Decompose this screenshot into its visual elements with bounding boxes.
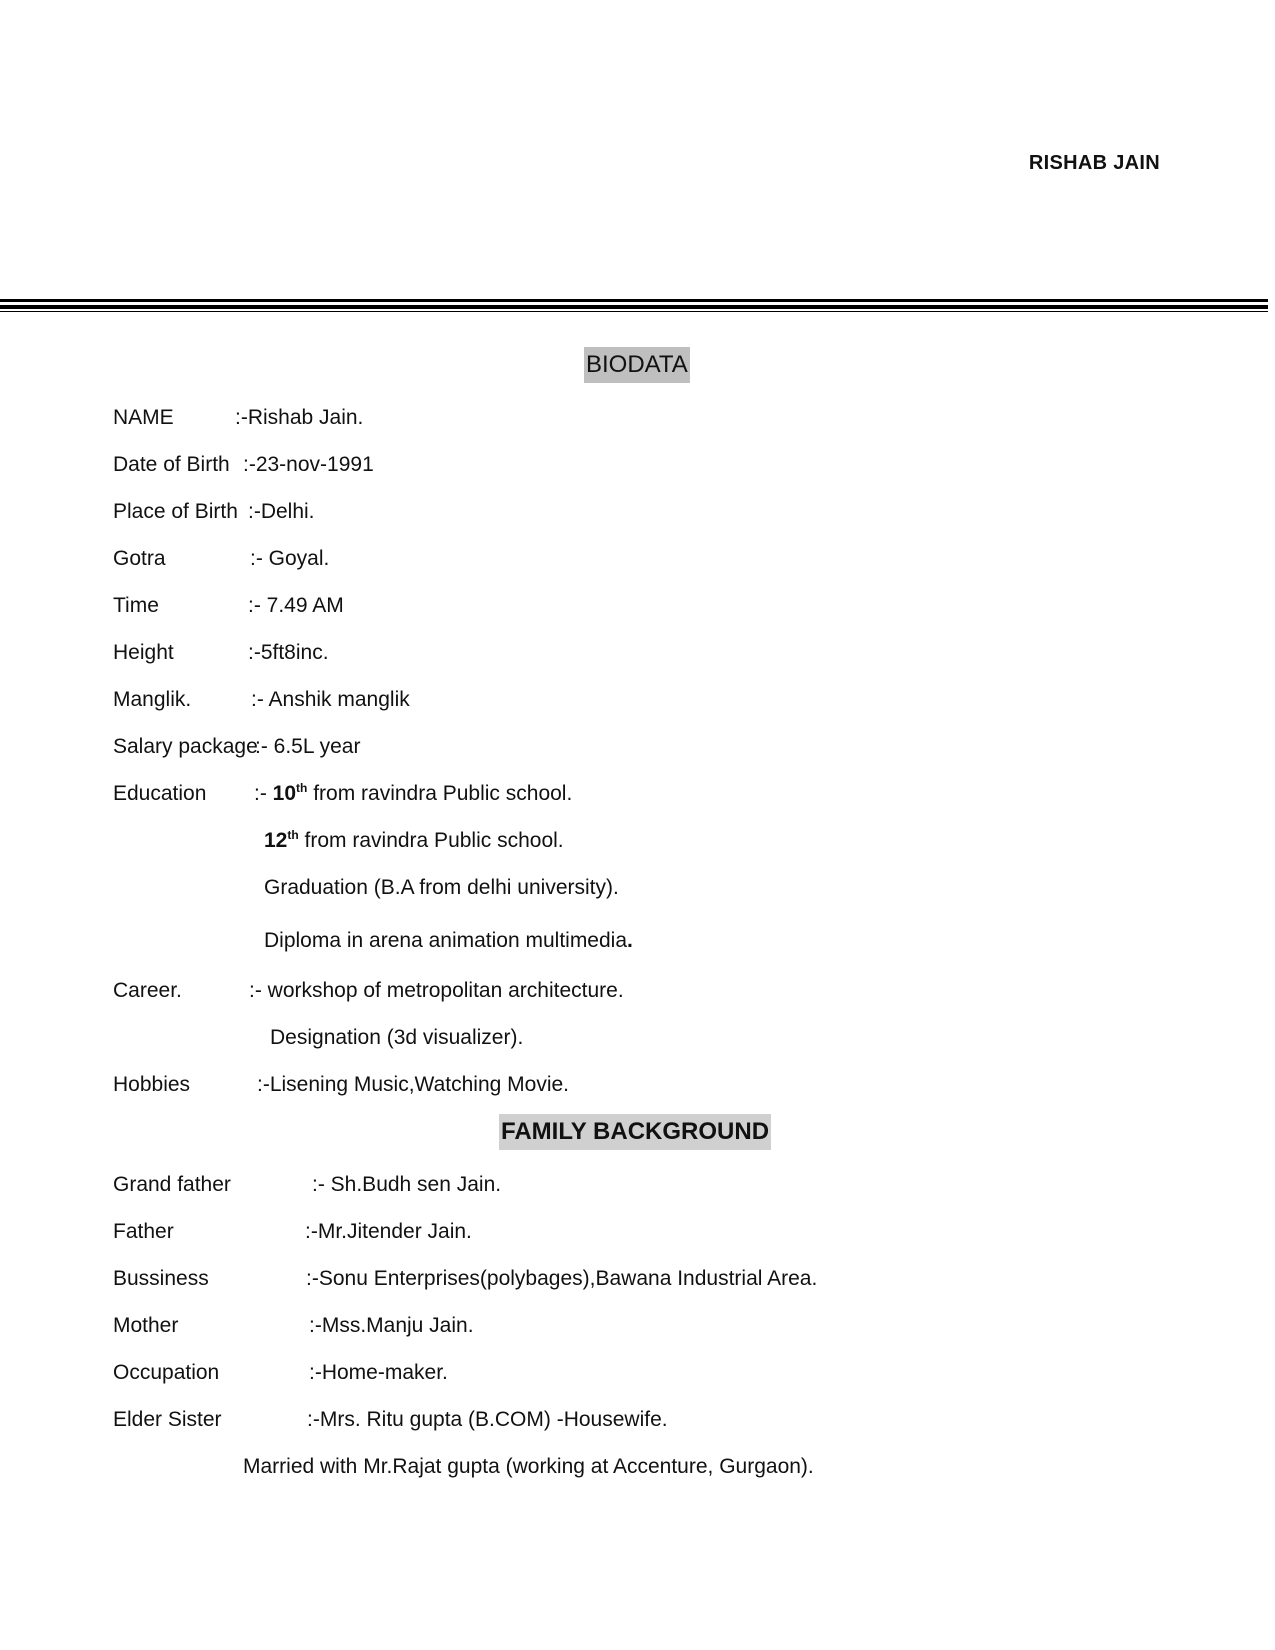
occupation-label: Occupation [113, 1361, 220, 1384]
education-line-2-rest: from ravindra Public school. [298, 829, 564, 852]
manglik-value: :- Anshik manglik [251, 688, 410, 711]
education-line-1-rest: from ravindra Public school. [307, 782, 573, 805]
career-line-2: Designation (3d visualizer). [270, 1026, 524, 1049]
education-line-2 [264, 828, 564, 854]
dob-label: Date of Birth [113, 453, 230, 476]
grandfather-value: :- Sh.Budh sen Jain. [312, 1173, 502, 1196]
hobbies-label: Hobbies [113, 1073, 191, 1096]
father-value: :-Mr.Jitender Jain. [305, 1220, 472, 1243]
header-rule-middle [0, 305, 1268, 309]
sister-label: Elder Sister [113, 1408, 222, 1431]
header-name: RISHAB JAIN [1028, 152, 1160, 174]
business-value: :-Sonu Enterprises(polybages),Bawana Industrial Area. [306, 1267, 818, 1290]
gotra-value: :- Goyal. [250, 547, 330, 570]
pob-value: :-Delhi. [248, 500, 315, 523]
mother-label: Mother [113, 1314, 179, 1337]
pob-label: Place of Birth [113, 500, 238, 523]
family-background-title: FAMILY BACKGROUND [499, 1114, 771, 1150]
name-value: :-Rishab Jain. [235, 406, 364, 429]
education-line-4 [264, 928, 633, 954]
sister-value: :-Mrs. Ritu gupta (B.COM) -Housewife. [307, 1408, 668, 1431]
education-line-2-sup: th [287, 828, 299, 842]
time-value: :- 7.49 AM [248, 594, 344, 617]
sister-line-2: Married with Mr.Rajat gupta (working at Accenture, Gurgaon). [243, 1455, 814, 1478]
salary-label: Salary package [113, 735, 258, 758]
career-value: :- workshop of metropolitan architecture. [249, 979, 624, 1002]
salary-value: :- 6.5L year [255, 735, 361, 758]
career-label: Career. [113, 979, 182, 1002]
education-line-2-num: 12 [264, 829, 288, 852]
education-label: Education [113, 782, 207, 805]
mother-value: :-Mss.Manju Jain. [309, 1314, 474, 1337]
time-label: Time [113, 594, 159, 617]
gotra-label: Gotra [113, 547, 166, 570]
height-value: :-5ft8inc. [248, 641, 329, 664]
height-label: Height [113, 641, 174, 664]
biodata-title: BIODATA [584, 347, 690, 383]
occupation-value: :-Home-maker. [309, 1361, 448, 1384]
header-rule-bottom [0, 311, 1268, 312]
father-label: Father [113, 1220, 174, 1243]
dob-value: :-23-nov-1991 [243, 453, 374, 476]
education-line-1 [254, 781, 572, 807]
education-line-4-text: Diploma in arena animation multimedia [264, 929, 628, 952]
education-line-4-end: . [627, 929, 633, 952]
education-prefix: :- [254, 782, 273, 805]
grandfather-label: Grand father [113, 1173, 231, 1196]
header-rule-top [0, 299, 1268, 302]
education-line-3: Graduation (B.A from delhi university). [264, 876, 619, 899]
business-label: Bussiness [113, 1267, 209, 1290]
hobbies-value: :-Lisening Music,Watching Movie. [257, 1073, 570, 1096]
education-line-1-num: 10 [272, 782, 297, 805]
manglik-label: Manglik. [113, 688, 192, 711]
name-label: NAME [113, 406, 174, 429]
education-line-1-sup: th [296, 781, 308, 795]
